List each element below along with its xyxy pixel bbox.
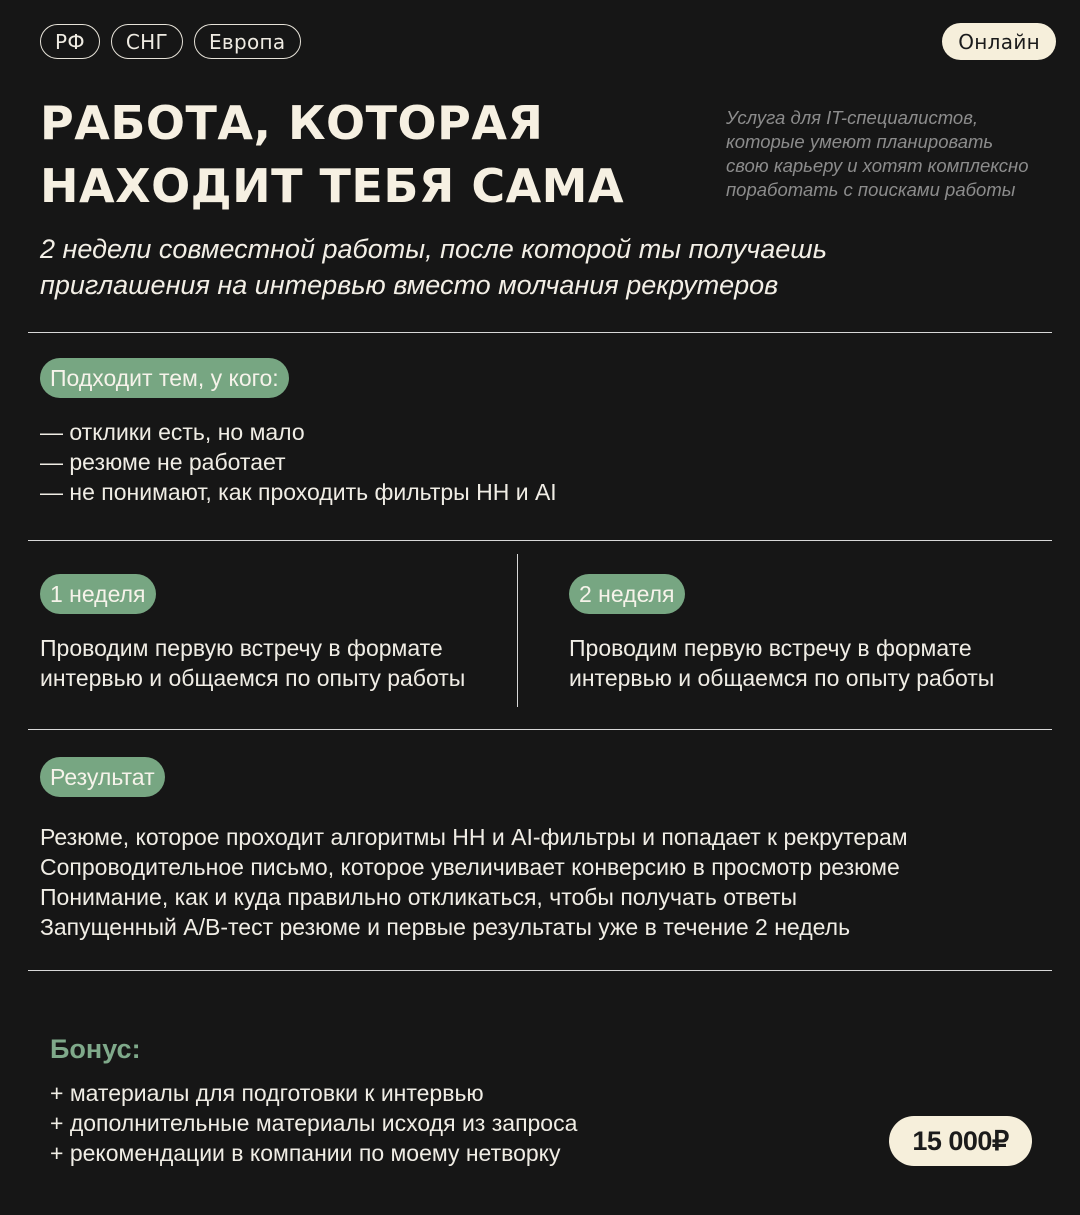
divider: [28, 729, 1052, 730]
service-description: [726, 106, 1066, 202]
price-badge: 15 000₽: [889, 1116, 1032, 1166]
divider: [28, 540, 1052, 541]
week-1-label: 1 неделя: [40, 574, 156, 614]
region-tag-rf[interactable]: РФ: [40, 24, 100, 59]
region-tag-europe[interactable]: Европа: [194, 24, 301, 59]
title-line: НАХОДИТ ТЕБЯ САМА: [40, 159, 625, 213]
list-item: — не понимают, как проходить фильтры HH и AI: [40, 479, 557, 505]
divider: [28, 332, 1052, 333]
note-line: которые умеют планировать: [726, 131, 994, 152]
list-item: Резюме, которое проходит алгоритмы HH и AI-фильтры и попадает к рекрутерам: [40, 824, 908, 850]
subtitle-line: приглашения на интервью вместо молчания рекрутеров: [40, 270, 779, 300]
week-2-label: 2 неделя: [569, 574, 685, 614]
region-tag-cis[interactable]: СНГ: [111, 24, 183, 59]
title-line: РАБОТА, КОТОРАЯ: [40, 96, 544, 150]
subtitle: [40, 231, 1040, 303]
result-label: Результат: [40, 757, 165, 797]
divider: [28, 970, 1052, 971]
audience-label: Подходит тем, у кого:: [40, 358, 289, 398]
audience-list: [40, 417, 557, 507]
list-item: — отклики есть, но мало: [40, 419, 305, 445]
text-line: интервью и общаемся по опыту работы: [40, 665, 466, 691]
region-tags: [40, 24, 301, 59]
bonus-list: [50, 1078, 577, 1168]
result-list: [40, 822, 908, 942]
list-item: + дополнительные материалы исходя из запроса: [50, 1110, 578, 1136]
list-item: — резюме не работает: [40, 449, 286, 475]
subtitle-line: 2 недели совместной работы, после которой ты получаешь: [40, 234, 827, 264]
week-2-description: [569, 633, 994, 693]
list-item: Сопроводительное письмо, которое увеличивает конверсию в просмотр резюме: [40, 854, 900, 880]
list-item: + рекомендации в компании по моему нетворку: [50, 1140, 561, 1166]
bonus-title: Бонус:: [50, 1034, 141, 1064]
text-line: Проводим первую встречу в формате: [40, 635, 443, 661]
text-line: интервью и общаемся по опыту работы: [569, 665, 995, 691]
list-item: Понимание, как и куда правильно откликаться, чтобы получать ответы: [40, 884, 798, 910]
list-item: + материалы для подготовки к интервью: [50, 1080, 484, 1106]
list-item: Запущенный A/B-тест резюме и первые результаты уже в течение 2 недель: [40, 914, 851, 940]
vertical-divider: [517, 554, 518, 707]
note-line: Услуга для IT-специалистов,: [726, 107, 978, 128]
week-1-description: [40, 633, 465, 693]
text-line: Проводим первую встречу в формате: [569, 635, 972, 661]
page-title: [40, 92, 700, 218]
note-line: поработать с поисками работы: [726, 179, 1016, 200]
format-badge-online: Онлайн: [942, 23, 1056, 60]
note-line: свою карьеру и хотят комплексно: [726, 155, 1029, 176]
